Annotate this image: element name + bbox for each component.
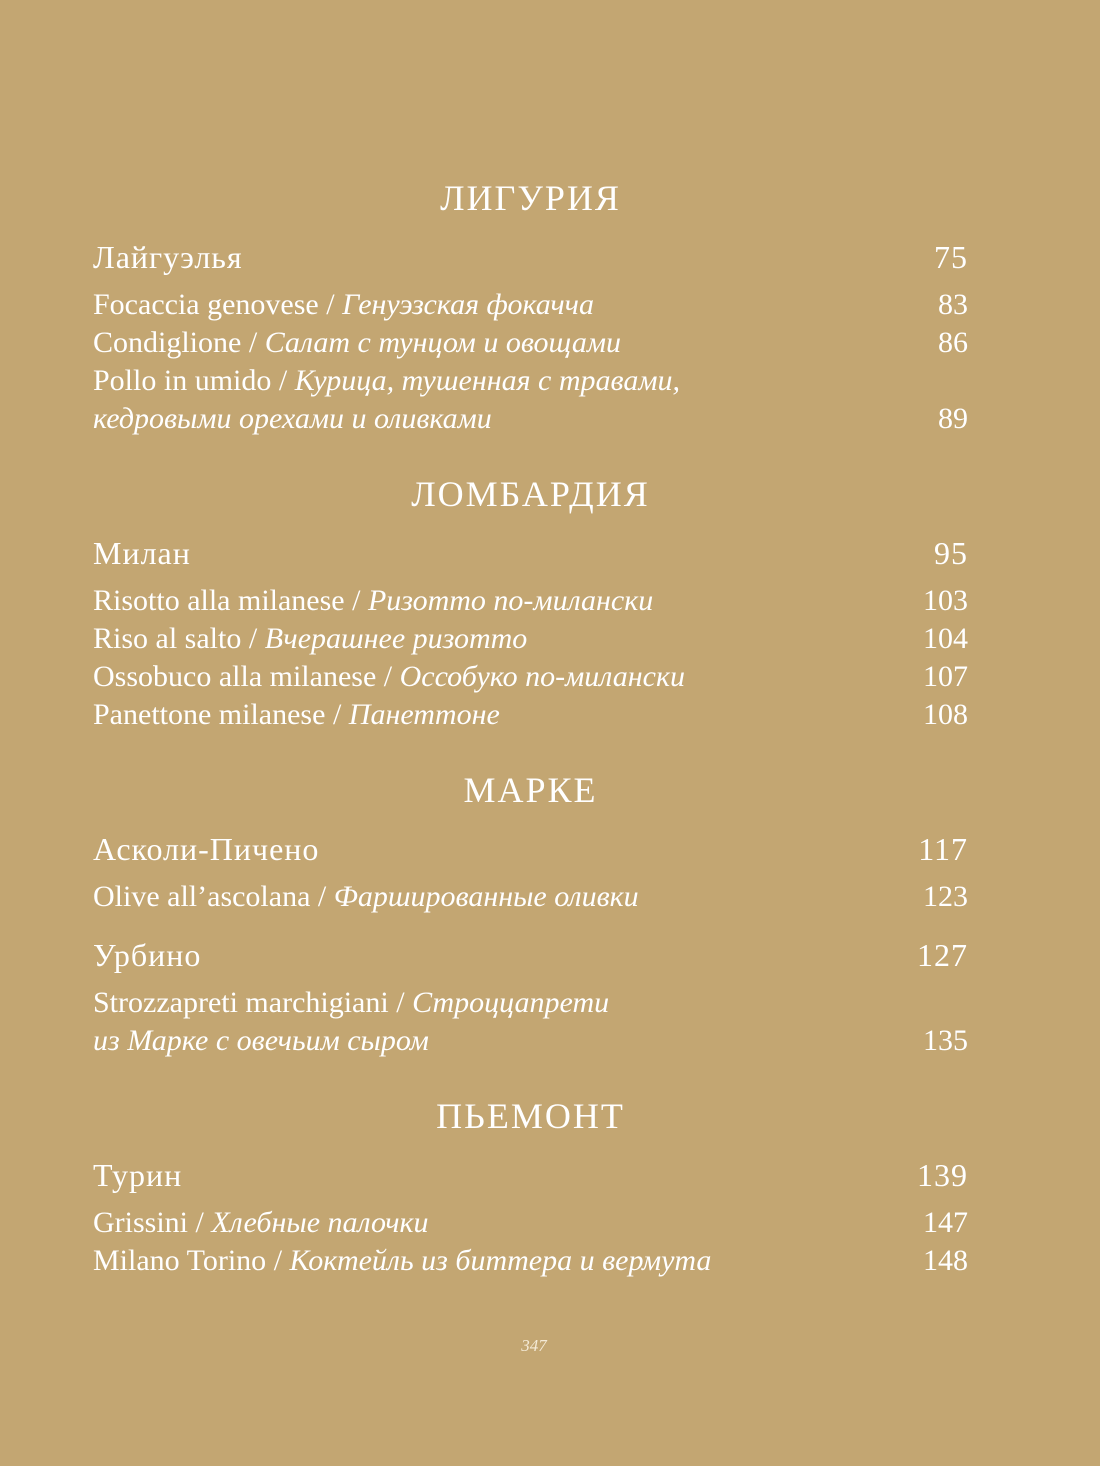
page-number: 127	[917, 937, 968, 973]
separator: /	[188, 1206, 212, 1239]
recipe-italian-name: Pollo in umido	[93, 364, 272, 397]
recipe-russian-name: Генуэзская фокачча	[342, 288, 594, 321]
recipe-russian-name: Хлебные палочки	[211, 1206, 429, 1239]
toc-entry-recipe[interactable]	[93, 1242, 968, 1280]
page-number: 108	[923, 698, 968, 731]
recipe-italian-name: Riso al salto	[93, 622, 242, 655]
separator: /	[310, 880, 334, 913]
page-number: 117	[918, 831, 968, 867]
separator: /	[241, 326, 265, 359]
recipe-russian-name: Коктейль из биттера и вермута	[289, 1244, 712, 1277]
recipe-russian-name: Вчерашнее ризотто	[264, 622, 528, 655]
recipe-russian-name: Салат с тунцом и овощами	[264, 326, 621, 359]
recipe-italian-name: Grissini	[93, 1206, 189, 1239]
page-number: 103	[923, 584, 968, 617]
toc-entry-recipe[interactable]	[93, 658, 968, 696]
recipe-italian-name: Olive all’ascolana	[93, 880, 311, 913]
section-heading-lombardia: ЛОМБАРДИЯ	[411, 474, 650, 514]
separator: /	[241, 622, 265, 655]
separator: /	[318, 288, 343, 321]
toc-entry-city[interactable]	[93, 830, 968, 868]
page-number: 86	[938, 326, 968, 359]
page-number: 147	[923, 1206, 968, 1239]
page-number: 89	[938, 402, 968, 435]
city-label: Асколи-Пичено	[93, 831, 320, 867]
city-label: Лайгуэлья	[93, 239, 243, 275]
section-heading-marche: МАРКЕ	[463, 770, 598, 810]
page-number: 148	[923, 1244, 968, 1277]
section-heading-liguria: ЛИГУРИЯ	[440, 178, 621, 218]
page-number: 104	[923, 622, 968, 655]
toc-entry-recipe[interactable]	[93, 620, 968, 658]
recipe-italian-name: Risotto alla milanese	[93, 584, 345, 617]
page-number: 123	[923, 880, 968, 913]
recipe-russian-name: Курица, тушенная с травами,	[294, 364, 680, 397]
recipe-italian-name: Milano Torino	[93, 1244, 267, 1277]
recipe-italian-name: Strozzapreti marchigiani	[93, 986, 389, 1019]
recipe-russian-name: Строццапрети	[412, 986, 610, 1019]
page-number: 75	[934, 239, 968, 275]
recipe-italian-name: Condiglione	[93, 326, 242, 359]
toc-entry-recipe[interactable]	[93, 984, 968, 1060]
recipe-russian-name-cont: из Марке с овечьим сыром	[93, 1024, 429, 1057]
toc-entry-city[interactable]	[93, 534, 968, 572]
toc-entry-recipe[interactable]	[93, 324, 968, 362]
city-label: Турин	[93, 1157, 183, 1193]
section-heading-piemonte: ПЬЕМОНТ	[436, 1096, 625, 1136]
city-label: Милан	[93, 535, 191, 571]
recipe-russian-name: Фаршированные оливки	[333, 880, 639, 913]
page-number: 139	[917, 1157, 968, 1193]
recipe-italian-name: Focaccia genovese	[93, 288, 319, 321]
toc-entry-city[interactable]	[93, 238, 968, 276]
recipe-russian-name-cont: кедровыми орехами и оливками	[93, 402, 492, 435]
recipe-italian-name: Panettone milanese	[93, 698, 326, 731]
page-number: 83	[938, 288, 968, 321]
recipe-italian-name: Ossobuco alla milanese	[93, 660, 377, 693]
page-number-footer: 347	[521, 1336, 547, 1355]
toc-entry-recipe[interactable]	[93, 878, 968, 916]
toc-entry-recipe[interactable]	[93, 286, 968, 324]
toc-entry-recipe[interactable]	[93, 696, 968, 734]
recipe-russian-name: Оссобуко по-милански	[399, 660, 685, 693]
page-number: 95	[934, 535, 968, 571]
separator: /	[344, 584, 368, 617]
separator: /	[271, 364, 295, 397]
separator: /	[266, 1244, 290, 1277]
toc-entry-city[interactable]	[93, 1156, 968, 1194]
toc-entry-recipe[interactable]	[93, 362, 968, 438]
city-label: Урбино	[93, 937, 202, 973]
recipe-russian-name: Ризотто по-милански	[367, 584, 654, 617]
toc-entry-city[interactable]	[93, 936, 968, 974]
separator: /	[325, 698, 349, 731]
toc-entry-recipe[interactable]	[93, 582, 968, 620]
separator: /	[376, 660, 400, 693]
recipe-russian-name: Панеттоне	[348, 698, 500, 731]
separator: /	[388, 986, 413, 1019]
page-number: 135	[923, 1024, 968, 1057]
page-number: 107	[923, 660, 968, 693]
toc-entry-recipe[interactable]	[93, 1204, 968, 1242]
